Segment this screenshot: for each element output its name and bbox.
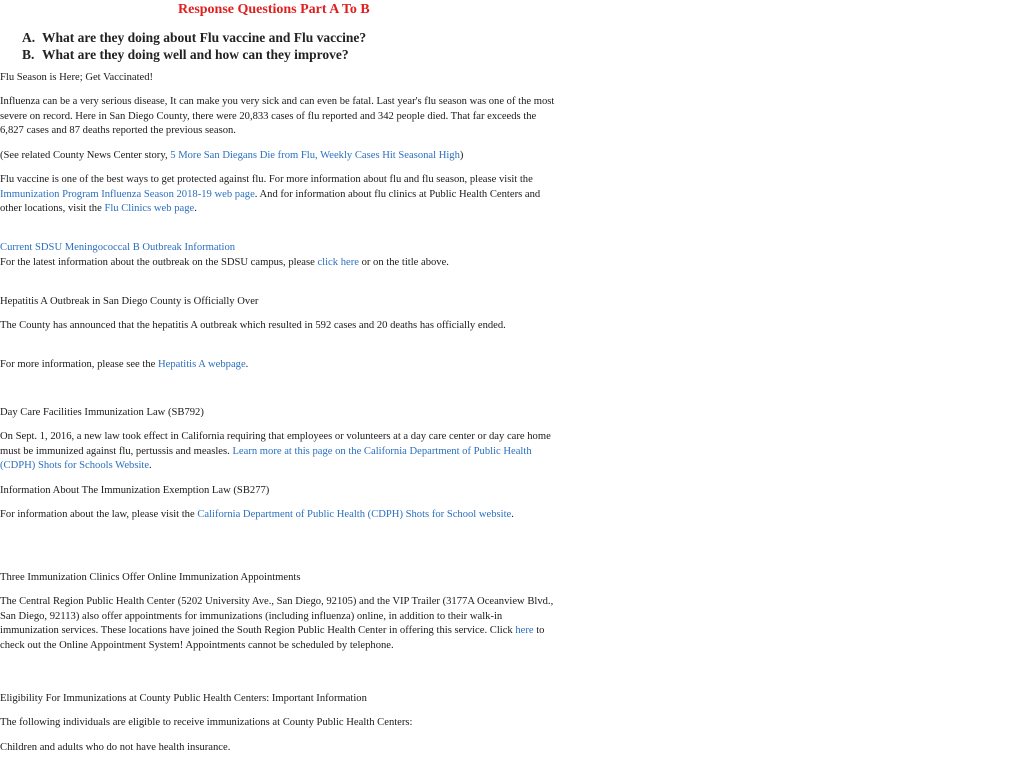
cdph-shots-for-schools-link[interactable]: Learn more at this page on the California Department of Public Health (CDPH) Shots for Schools Website — [0, 445, 532, 472]
daycare-paragraph — [0, 430, 556, 474]
sdsu-outbreak-link[interactable]: Current SDSU Meningococcal B Outbreak Information — [0, 242, 236, 253]
question-a — [22, 30, 366, 46]
clinics-paragraph — [0, 595, 556, 653]
flu-heading: Flu Season is Here; Get Vaccinated! — [0, 72, 154, 83]
flu-paragraph: Influenza can be a very serious disease, It can make you very sick and can even be fatal. Last year's flu season was one of the most severe on record. Here in San Diego County, there were 20,833 cases of flu reported and 342 people died. That far exceeds the 6,827 cases and 87 deaths reported the previous season. — [0, 96, 555, 137]
sdsu-outbreak-section — [0, 241, 556, 256]
eligibility-paragraph: The following individuals are eligible to receive immunizations at County Public Health Centers: — [0, 717, 413, 728]
question-letter: B. — [22, 47, 35, 62]
question-letter: A. — [22, 30, 36, 45]
text-span: to check out the Online Appointment System! Appointments cannot be scheduled by telephone. — [0, 625, 545, 651]
text-span: . — [511, 509, 514, 520]
clinics-heading: Three Immunization Clinics Offer Online Immunization Appointments — [0, 572, 301, 583]
text-span: . And for information about flu clinics at Public Health Centers and other locations, visit the — [0, 188, 541, 215]
text-span: For information about the law, please visit the — [0, 509, 198, 520]
text-span: Flu vaccine is one of the best ways to get protected against flu. For more information about flu and flu season, please visit the — [0, 174, 533, 185]
text-span: For the latest information about the outbreak on the SDSU campus, please — [0, 257, 318, 268]
click-here-link[interactable]: click here — [317, 257, 359, 268]
question-text: What are they doing well and how can they improve? — [42, 47, 349, 62]
page-title: Response Questions Part A To B — [178, 2, 370, 17]
hepatitis-paragraph: The County has announced that the hepatitis A outbreak which resulted in 592 cases and 20 deaths has officially ended. — [0, 320, 506, 331]
online-appointment-here-link[interactable]: here — [515, 625, 534, 637]
eligibility-heading: Eligibility For Immunizations at County Public Health Centers: Important Information — [0, 693, 367, 704]
text-span: . — [245, 359, 249, 370]
text-span: The Central Region Public Health Center (5202 University Ave., San Diego, 92105) and the VIP Trailer (3177A Oceanview Blvd., San Diego, 92113) also offer appointments for immunizations (including influenza) online, in addition to their walk-in immunization services. These locations have joined the South Region Public Health Center in offering this service. Click — [0, 596, 554, 637]
text-span: . — [149, 460, 152, 472]
eligibility-item: Children and adults who do not have health insurance. — [0, 742, 231, 753]
question-text: What are they doing about Flu vaccine and Flu vaccine? — [42, 30, 367, 45]
sdsu-paragraph — [0, 256, 556, 271]
flu-vaccine-paragraph — [0, 173, 556, 217]
exemption-paragraph — [0, 508, 556, 523]
hepatitis-heading: Hepatitis A Outbreak in San Diego County is Officially Over — [0, 296, 259, 307]
exemption-heading: Information About The Immunization Exemption Law (SB277) — [0, 485, 270, 496]
text-span: On Sept. 1, 2016, a new law took effect in California requiring that employees or volunteers at a day care center or day care home must be immunized against flu, pertussis and measles. — [0, 431, 551, 457]
text-span: (See related County News Center story, — [0, 150, 171, 161]
cdph-shots-for-school-website-link[interactable]: California Department of Public Health (CDPH) Shots for School website — [197, 509, 512, 520]
text-span: or on the title above. — [358, 257, 449, 268]
related-story-link[interactable]: 5 More San Diegans Die from Flu, Weekly Cases Hit Seasonal High — [170, 150, 460, 161]
text-span: . — [194, 203, 197, 215]
text-span: For more information, please see the — [0, 359, 158, 370]
text-span: ) — [459, 150, 464, 161]
flu-clinics-link[interactable]: Flu Clinics web page — [104, 203, 195, 215]
daycare-heading: Day Care Facilities Immunization Law (SB792) — [0, 407, 204, 418]
hepatitis-a-link[interactable]: Hepatitis A webpage — [157, 359, 246, 370]
flu-related-paragraph — [0, 149, 556, 164]
hepatitis-more-paragraph — [0, 358, 556, 373]
question-b — [22, 47, 349, 63]
influenza-season-link[interactable]: Immunization Program Influenza Season 2018-19 web page — [0, 188, 255, 200]
